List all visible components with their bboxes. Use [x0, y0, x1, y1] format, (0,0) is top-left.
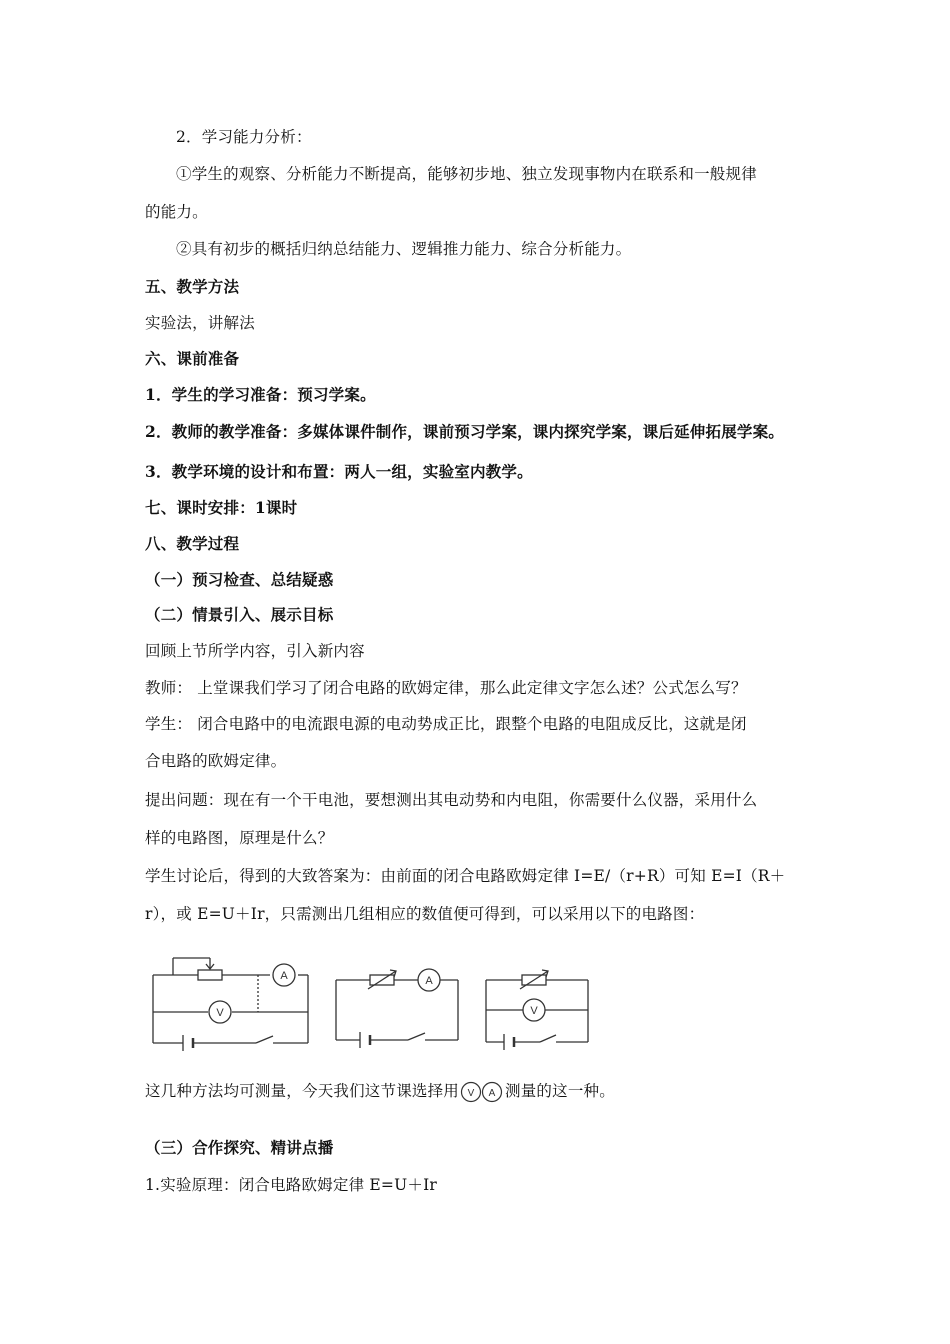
section-heading-schedule: 七、课时安排：1课时 — [145, 498, 298, 517]
dialogue-student: 学生： 闭合电路中的电流跟电源的电动势成正比，跟整个电路的电阻成反比，这就是闭 — [145, 715, 747, 733]
svg-text:A: A — [280, 970, 288, 982]
paragraph-line: ①学生的观察、分析能力不断提高，能够初步地、独立发现事物内在联系和一般规律 — [176, 165, 757, 183]
svg-text:V: V — [530, 1005, 538, 1017]
paragraph-line: 的能力。 — [145, 203, 208, 221]
svg-text:V: V — [216, 1007, 224, 1019]
section-heading-teaching-method: 五、教学方法 — [145, 277, 240, 296]
text-segment: 这几种方法均可测量，今天我们这节课选择用 — [145, 1082, 460, 1100]
circuit-diagram-3 — [480, 962, 595, 1062]
prep-item: 2．教师的教学准备：多媒体课件制作，课前预习学案，课内探究学案，课后延伸拓展学案。 — [145, 422, 784, 441]
prep-item: 1．学生的学习准备：预习学案。 — [145, 385, 376, 404]
paragraph-line — [145, 1081, 615, 1103]
paragraph-line: 实验法，讲解法 — [145, 314, 255, 332]
circuit-diagram-2 — [330, 962, 465, 1057]
svg-text:A: A — [488, 1088, 496, 1099]
paragraph-line: 样的电路图，原理是什么？ — [145, 829, 334, 847]
paragraph-line: 提出问题：现在有一个干电池，要想测出其电动势和内电阻，你需要什么仪器，采用什么 — [145, 791, 758, 809]
voltmeter-ammeter-icon — [460, 1081, 504, 1103]
paragraph-line: 学生讨论后，得到的大致答案为：由前面的闭合电路欧姆定律 I=E/（r+R）可知 E=I（R＋ — [145, 867, 786, 885]
dialogue-teacher: 教师： 上堂课我们学习了闭合电路的欧姆定律，那么此定律文字怎么述？公式怎么写？ — [145, 679, 747, 697]
prep-item: 3．教学环境的设计和布置：两人一组，实验室内教学。 — [145, 462, 533, 481]
circuit-diagram-1 — [148, 950, 313, 1060]
paragraph-line: 1.实验原理：闭合电路欧姆定律 E=U＋Ir — [145, 1176, 438, 1194]
svg-text:A: A — [425, 975, 433, 987]
subsection-heading: （二）情景引入、展示目标 — [145, 605, 334, 624]
paragraph-line: r），或 E=U＋Ir，只需测出几组相应的数值便可得到，可以采用以下的电路图： — [145, 905, 705, 923]
subsection-heading-learning-ability: 2．学习能力分析： — [176, 128, 312, 146]
text-segment: 测量的这一种。 — [505, 1082, 615, 1100]
svg-text:V: V — [467, 1088, 475, 1099]
paragraph-line: 回顾上节所学内容，引入新内容 — [145, 642, 365, 660]
paragraph-line: 合电路的欧姆定律。 — [145, 752, 287, 770]
subsection-heading: （三）合作探究、精讲点播 — [145, 1138, 334, 1157]
section-heading-preparation: 六、课前准备 — [145, 349, 240, 368]
subsection-heading: （一）预习检查、总结疑惑 — [145, 570, 334, 589]
paragraph-line: ②具有初步的概括归纳总结能力、逻辑推力能力、综合分析能力。 — [176, 240, 632, 258]
section-heading-process: 八、教学过程 — [145, 534, 240, 553]
